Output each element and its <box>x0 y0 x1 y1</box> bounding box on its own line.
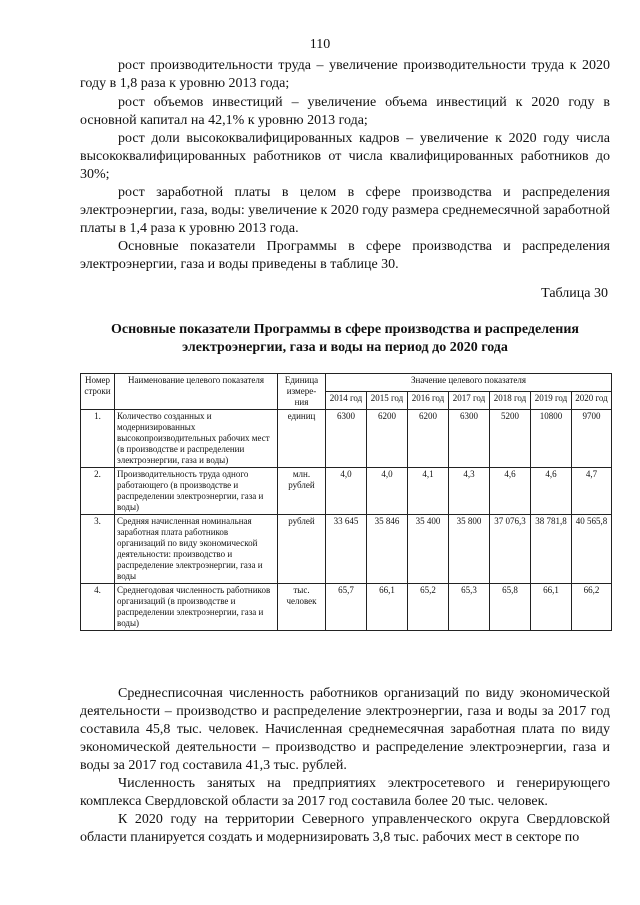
cell-value: 66,1 <box>367 584 408 631</box>
paragraph-labor-productivity: рост производительности труда – увеличение производительности труда к 2020 году в 1,8 раза к уровню 2013 года; <box>80 58 610 91</box>
cell-row-number: 4. <box>81 584 115 631</box>
header-year: 2020 год <box>572 392 612 410</box>
cell-unit: единиц <box>278 410 326 468</box>
cell-value: 4,6 <box>531 468 572 515</box>
paragraph-employee-count: Среднесписочная численность работников организаций по виду экономической деятельности – производство и распределение электроэнергии, газа и воды за 2017 год составила 45,8 тыс. человек. Начисленная среднемесячная заработная плата по виду экономической деятельности – производство и распределение электроэнергии, газа и воды за 2017 год составила 41,3 тыс. рублей. <box>80 686 610 773</box>
cell-value: 4,7 <box>572 468 612 515</box>
header-year: 2019 год <box>531 392 572 410</box>
cell-value: 6300 <box>449 410 490 468</box>
header-year: 2017 год <box>449 392 490 410</box>
header-year: 2016 год <box>408 392 449 410</box>
paragraph-investment: рост объемов инвестиций – увеличение объема инвестиций к 2020 году в основной капитал на 42,1% к уровню 2013 года; <box>80 95 610 128</box>
cell-value: 35 800 <box>449 515 490 584</box>
header-unit: Единица измере-ния <box>278 374 326 410</box>
cell-indicator-name: Среднегодовая численность работников организаций (в производстве и распределении электроэнергии, газа и воды) <box>115 584 278 631</box>
cell-value: 37 076,3 <box>490 515 531 584</box>
cell-value: 9700 <box>572 410 612 468</box>
paragraph-table-intro: Основные показатели Программы в сфере производства и распределения электроэнергии, газа и воды приведены в таблице 30. <box>80 239 610 272</box>
indicators-table <box>80 373 612 631</box>
cell-value: 65,8 <box>490 584 531 631</box>
cell-value: 6200 <box>408 410 449 468</box>
cell-value: 35 400 <box>408 515 449 584</box>
table-title: Основные показатели Программы в сфере производства и распределения электроэнергии, газа и воды на период до 2020 года <box>111 322 579 355</box>
paragraph-qualified-staff: рост доли высококвалифицированных кадров – увеличение к 2020 году числа высококвалифицированных работников от числа квалифицированных работников до 30%; <box>80 131 610 182</box>
table-row <box>81 468 612 515</box>
cell-row-number: 1. <box>81 410 115 468</box>
cell-row-number: 2. <box>81 468 115 515</box>
header-year: 2018 год <box>490 392 531 410</box>
cell-value: 10800 <box>531 410 572 468</box>
cell-value: 38 781,8 <box>531 515 572 584</box>
header-year: 2014 год <box>326 392 367 410</box>
cell-value: 6200 <box>367 410 408 468</box>
cell-value: 65,7 <box>326 584 367 631</box>
cell-indicator-name: Средняя начисленная номинальная заработная плата работников организаций по виду экономической деятельности: производство и распределение электроэнергии, газа и воды <box>115 515 278 584</box>
cell-unit: рублей <box>278 515 326 584</box>
cell-value: 4,0 <box>326 468 367 515</box>
cell-value: 6300 <box>326 410 367 468</box>
cell-value: 4,1 <box>408 468 449 515</box>
cell-value: 33 645 <box>326 515 367 584</box>
cell-indicator-name: Производительность труда одного работающего (в производстве и распределении электроэнергии, газа и воды) <box>115 468 278 515</box>
table-row <box>81 410 612 468</box>
table-caption: Таблица 30 <box>541 286 608 301</box>
paragraph-grid-complex: Численность занятых на предприятиях электросетевого и генерирующего комплекса Свердловской области за 2017 год составила более 20 тыс. человек. <box>80 776 610 809</box>
cell-value: 66,1 <box>531 584 572 631</box>
cell-value: 65,3 <box>449 584 490 631</box>
table-row <box>81 515 612 584</box>
cell-value: 65,2 <box>408 584 449 631</box>
paragraph-northern-district: К 2020 году на территории Северного управленческого округа Свердловской области планируется создать и модернизировать 3,8 тыс. рабочих мест в секторе по <box>80 812 610 845</box>
page-number: 110 <box>309 37 331 52</box>
header-value-group: Значение целевого показателя <box>326 374 612 392</box>
cell-unit: млн. рублей <box>278 468 326 515</box>
cell-value: 40 565,8 <box>572 515 612 584</box>
cell-value: 5200 <box>490 410 531 468</box>
cell-value: 35 846 <box>367 515 408 584</box>
header-year: 2015 год <box>367 392 408 410</box>
cell-value: 4,6 <box>490 468 531 515</box>
cell-unit: тыс. человек <box>278 584 326 631</box>
cell-row-number: 3. <box>81 515 115 584</box>
cell-value: 4,0 <box>367 468 408 515</box>
cell-indicator-name: Количество созданных и модернизированных высокопроизводительных рабочих мест (в производстве и распределении электроэнергии, газа и воды) <box>115 410 278 468</box>
table-header-row <box>81 374 612 392</box>
table-row <box>81 584 612 631</box>
cell-value: 66,2 <box>572 584 612 631</box>
paragraph-wages: рост заработной платы в целом в сфере производства и распределения электроэнергии, газа, воды: увеличение к 2020 году размера среднемесячной заработной платы в 1,4 раза к уровню 2013 года. <box>80 185 610 236</box>
header-indicator-name: Наименование целевого показателя <box>115 374 278 410</box>
header-row-number: Номер строки <box>81 374 115 410</box>
cell-value: 4,3 <box>449 468 490 515</box>
